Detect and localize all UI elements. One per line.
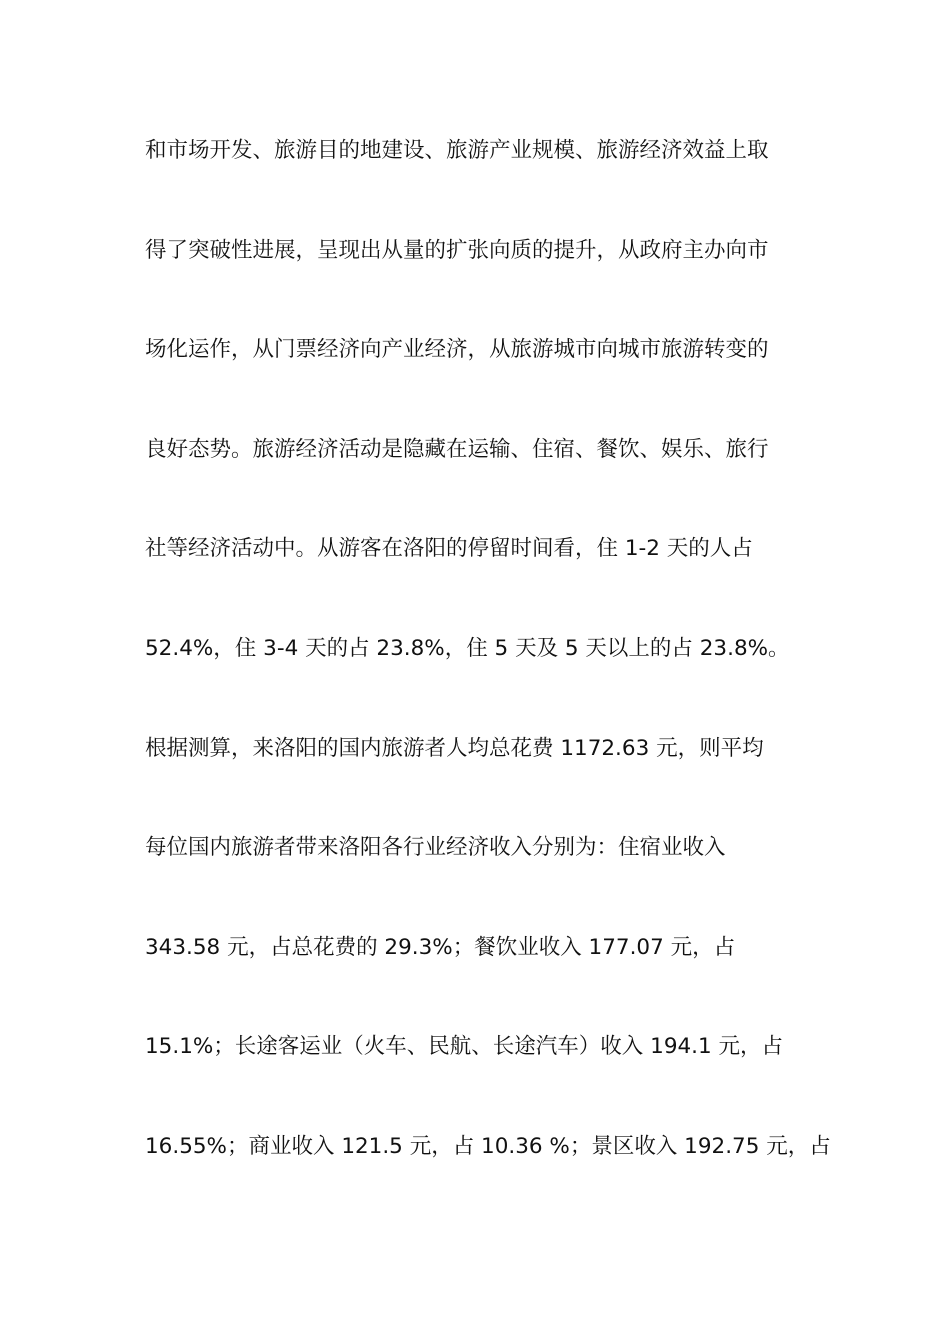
text-line-3: 场化运作，从门票经济向产业经济，从旅游城市向城市旅游转变的 [145,337,769,363]
text-line-10: 15.1%；长途客运业（火车、民航、长途汽车）收入 194.1 元，占 [145,1034,784,1060]
text-line-5: 社等经济活动中。从游客在洛阳的停留时间看，住 1-2 天的人占 [145,536,753,562]
text-line-4: 良好态势。旅游经济活动是隐藏在运输、住宿、餐饮、娱乐、旅行 [145,436,769,462]
text-line-7: 根据测算，来洛阳的国内旅游者人均总花费 1172.63 元，则平均 [145,735,764,761]
body-text [145,128,831,1224]
text-line-8: 每位国内旅游者带来洛阳各行业经济收入分别为：住宿业收入 [145,835,726,861]
text-line-2: 得了突破性进展，呈现出从量的扩张向质的提升，从政府主办向市 [145,237,769,263]
text-line-1: 和市场开发、旅游目的地建设、旅游产业规模、旅游经济效益上取 [145,138,769,163]
text-line-6: 52.4%，住 3-4 天的占 23.8%，住 5 天及 5 天以上的占 23.8%。 [145,635,790,661]
text-line-9: 343.58 元，占总花费的 29.3%；餐饮业收入 177.07 元，占 [145,934,736,960]
text-line-11: 16.55%；商业收入 121.5 元，占 10.36 %；景区收入 192.75 元，占 [145,1133,831,1159]
